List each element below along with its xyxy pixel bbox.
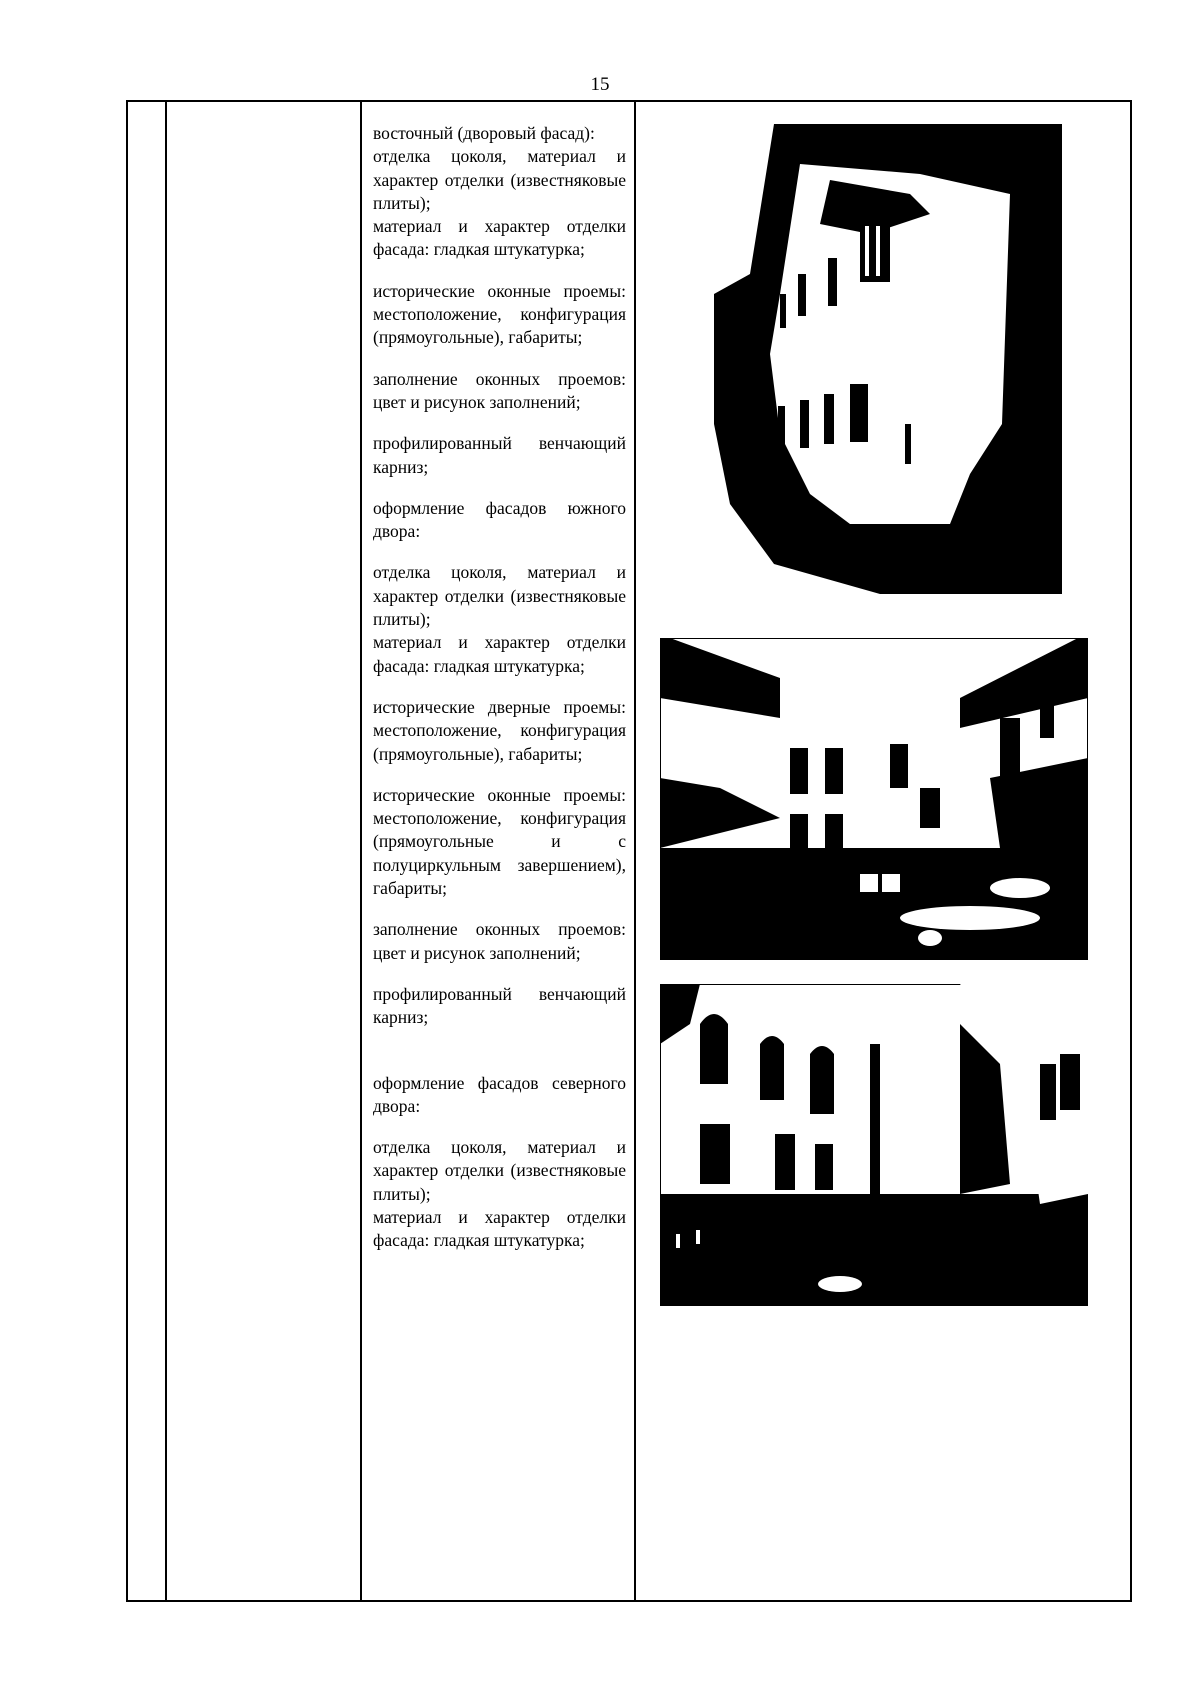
paragraph-cornice: профилированный венчающий карниз; [373,983,626,1028]
paragraph-window-fillings: заполнение оконных проемов: цвет и рисунок заполнений; [373,919,626,963]
photo-south-courtyard [660,638,1088,960]
photo-east-courtyard-facade [710,124,1062,594]
paragraph-window-fillings: заполнение оконных проемов: цвет и рисунок заполнений; [373,368,626,412]
paragraph-window-openings-arched: исторические оконные проемы: местоположение, конфигурация (прямоугольные и с полуциркульным завершением), габариты; [373,784,626,899]
table-column-divider [165,100,167,1602]
page-number: 15 [590,74,610,95]
paragraph-south-yard-plinth: отделка цоколя, материал и характер отделки (известняковые плиты); материал и характер отделки фасада: гладкая штукатурка; [373,562,626,676]
paragraph-cornice: профилированный венчающий карниз; [373,433,626,477]
paragraph-door-openings: исторические дверные проемы: местоположение, конфигурация (прямоугольные), габариты; [373,696,626,764]
table-column-divider [634,100,636,1602]
table-column-divider [360,100,362,1602]
protected-features-text [373,122,626,1271]
paragraph-north-yard-heading: оформление фасадов северного двора: [373,1072,626,1116]
paragraph-south-yard-heading: оформление фасадов южного двора: [373,497,626,542]
paragraph-window-openings: исторические оконные проемы: местоположение, конфигурация (прямоугольные), габариты; [373,280,626,348]
photo-north-courtyard [660,984,1088,1306]
paragraph-north-yard-plinth: отделка цоколя, материал и характер отделки (известняковые плиты); материал и характер отделки фасада: гладкая штукатурка; [373,1137,626,1251]
paragraph-east-facade: восточный (дворовый фасад): отделка цоколя, материал и характер отделки (известняковые плиты); материал и характер отделки фасада: гладкая штукатурка; [373,123,626,260]
